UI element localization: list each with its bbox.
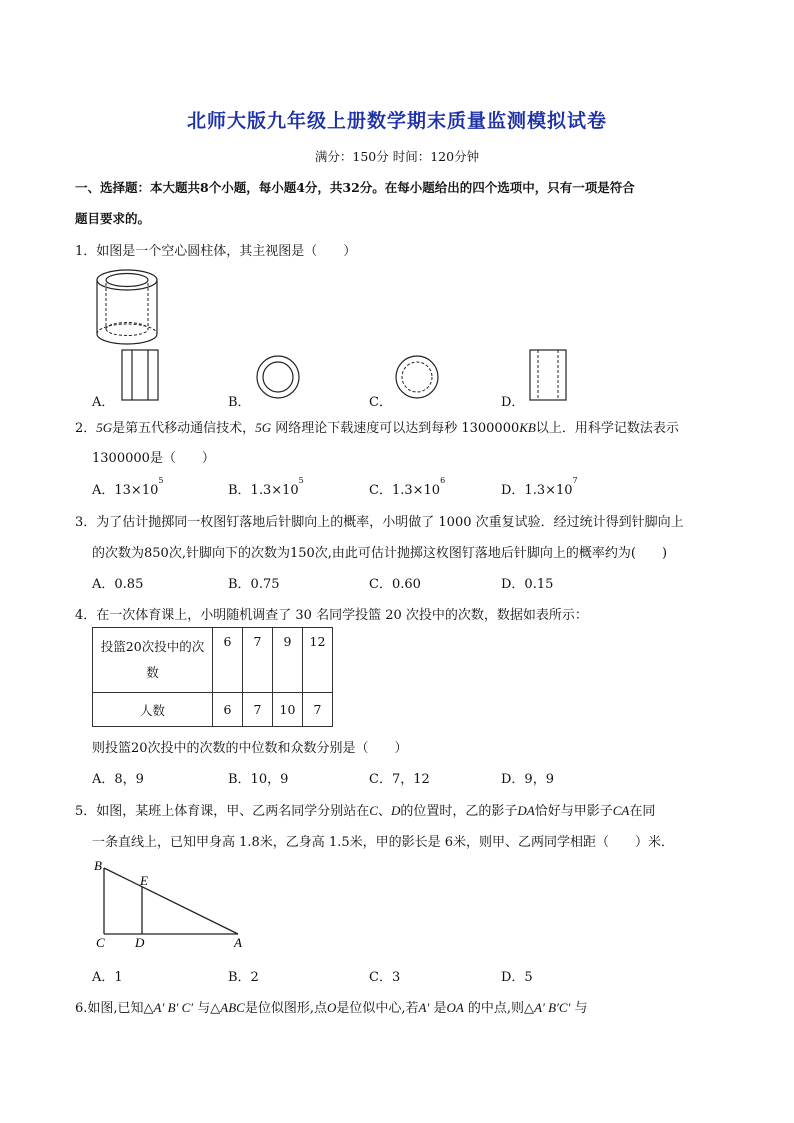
q3-option-d[interactable]: D．0.15 (501, 577, 554, 592)
q5-label-a: A (234, 935, 242, 950)
q1-option-b-figure (255, 354, 301, 400)
q5-stem-line2: 一条直线上，已知甲身高 1.8米，乙身高 1.5米，甲的影长是 6米，则甲、乙两同学相距（ ）米． (92, 835, 675, 850)
q4-option-c[interactable]: C．7，12 (369, 772, 430, 787)
q4-count-cell: 12 (303, 628, 333, 693)
q1-stem: 1．如图是一个空心圆柱体，其主视图是（ ） (75, 244, 357, 259)
q5-shadow-figure (92, 858, 252, 950)
q3-option-c[interactable]: C．0.60 (369, 577, 421, 592)
q4-people-cell: 6 (213, 693, 243, 727)
q5-label-b: B (94, 858, 102, 873)
q4-option-a[interactable]: A．8，9 (92, 772, 144, 787)
q4-people-cell: 7 (243, 693, 273, 727)
q6-stem-line1: 6.如图,已知△A′ B′ C′ 与△ABC是位似图形,点O是位似中心,若A′ 是OA 的中点,则△A′ B′C′ 与 (75, 1000, 588, 1016)
q4-header-cell: 投篮20次投中的次 数 (93, 628, 213, 693)
q5-option-c[interactable]: C．3 (369, 970, 401, 985)
q2-option-c[interactable]: C．$1.3\times 10^6$ (369, 476, 446, 498)
q3-option-b[interactable]: B．0.75 (228, 577, 280, 592)
hollow-cylinder-figure (90, 266, 170, 350)
q2-stem-line1: 2．5G是第五代移动通信技术，5G 网络理论下载速度可以达到每秒 1300000KB以上．用科学记数法表示 (75, 420, 679, 436)
q2-stem-line2: 1300000是（ ） (92, 451, 215, 466)
q4-question: 则投篮20次投中的次数的中位数和众数分别是（ ） (92, 741, 408, 756)
q5-stem-line1: 5．如图，某班上体育课，甲、乙两名同学分别站在C、D的位置时，乙的影子DA恰好与甲影子CA在同 (75, 803, 656, 819)
q5-option-a[interactable]: A．1 (92, 970, 123, 985)
q1-option-a[interactable]: A． (92, 395, 115, 410)
page-title: 北师大版九年级上册数学期末质量监测模拟试卷 (186, 110, 607, 132)
q4-stem: 4．在一次体育课上，小明随机调查了 30 名同学投篮 20 次投中的次数，数据如表所示： (75, 608, 588, 623)
q5-label-c: C (96, 935, 105, 950)
q3-stem-line2: 的次数为850次,针脚向下的次数为150次,由此可估计抛掷这枚图钉落地后针脚向上的概率约为( ) (92, 546, 668, 561)
section-heading-line1: 一、选择题：本大题共8个小题，每小题4分，共32分。在每小题给出的四个选项中，只有一项是符合 (75, 180, 635, 195)
q1-option-d[interactable]: D． (501, 395, 525, 410)
q4-count-cell: 9 (273, 628, 303, 693)
q1-option-b[interactable]: B． (228, 395, 251, 410)
q4-option-b[interactable]: B．10，9 (228, 772, 289, 787)
q1-option-c[interactable]: C． (369, 395, 392, 410)
q4-people-cell: 10 (273, 693, 303, 727)
q5-label-d: D (135, 935, 145, 950)
q5-option-b[interactable]: B．2 (228, 970, 259, 985)
q5-label-e: E (140, 873, 148, 888)
exam-info: 满分：150分 时间：120分钟 (314, 149, 480, 164)
q2-option-a[interactable]: A．$13\times 10^5$ (92, 476, 164, 498)
q1-option-d-figure (528, 349, 568, 401)
q4-data-table (92, 627, 333, 727)
q1-option-a-figure (120, 349, 160, 401)
q4-count-cell: 6 (213, 628, 243, 693)
q1-option-c-figure (394, 354, 440, 400)
q4-row-label: 人数 (93, 693, 213, 727)
q4-people-cell: 7 (303, 693, 333, 727)
q3-stem-line1: 3．为了估计抛掷同一枚图钉落地后针脚向上的概率，小明做了 1000 次重复试验．经过统计得到针脚向上 (75, 515, 684, 530)
q4-option-d[interactable]: D．9，9 (501, 772, 554, 787)
q3-option-a[interactable]: A．0.85 (92, 577, 144, 592)
q2-option-b[interactable]: B．$1.3\times 10^5$ (228, 476, 304, 498)
q4-count-cell: 7 (243, 628, 273, 693)
section-heading-line2: 题目要求的。 (75, 211, 151, 226)
q2-option-d[interactable]: D．$1.3\times 10^7$ (501, 476, 578, 498)
q5-option-d[interactable]: D．5 (501, 970, 533, 985)
